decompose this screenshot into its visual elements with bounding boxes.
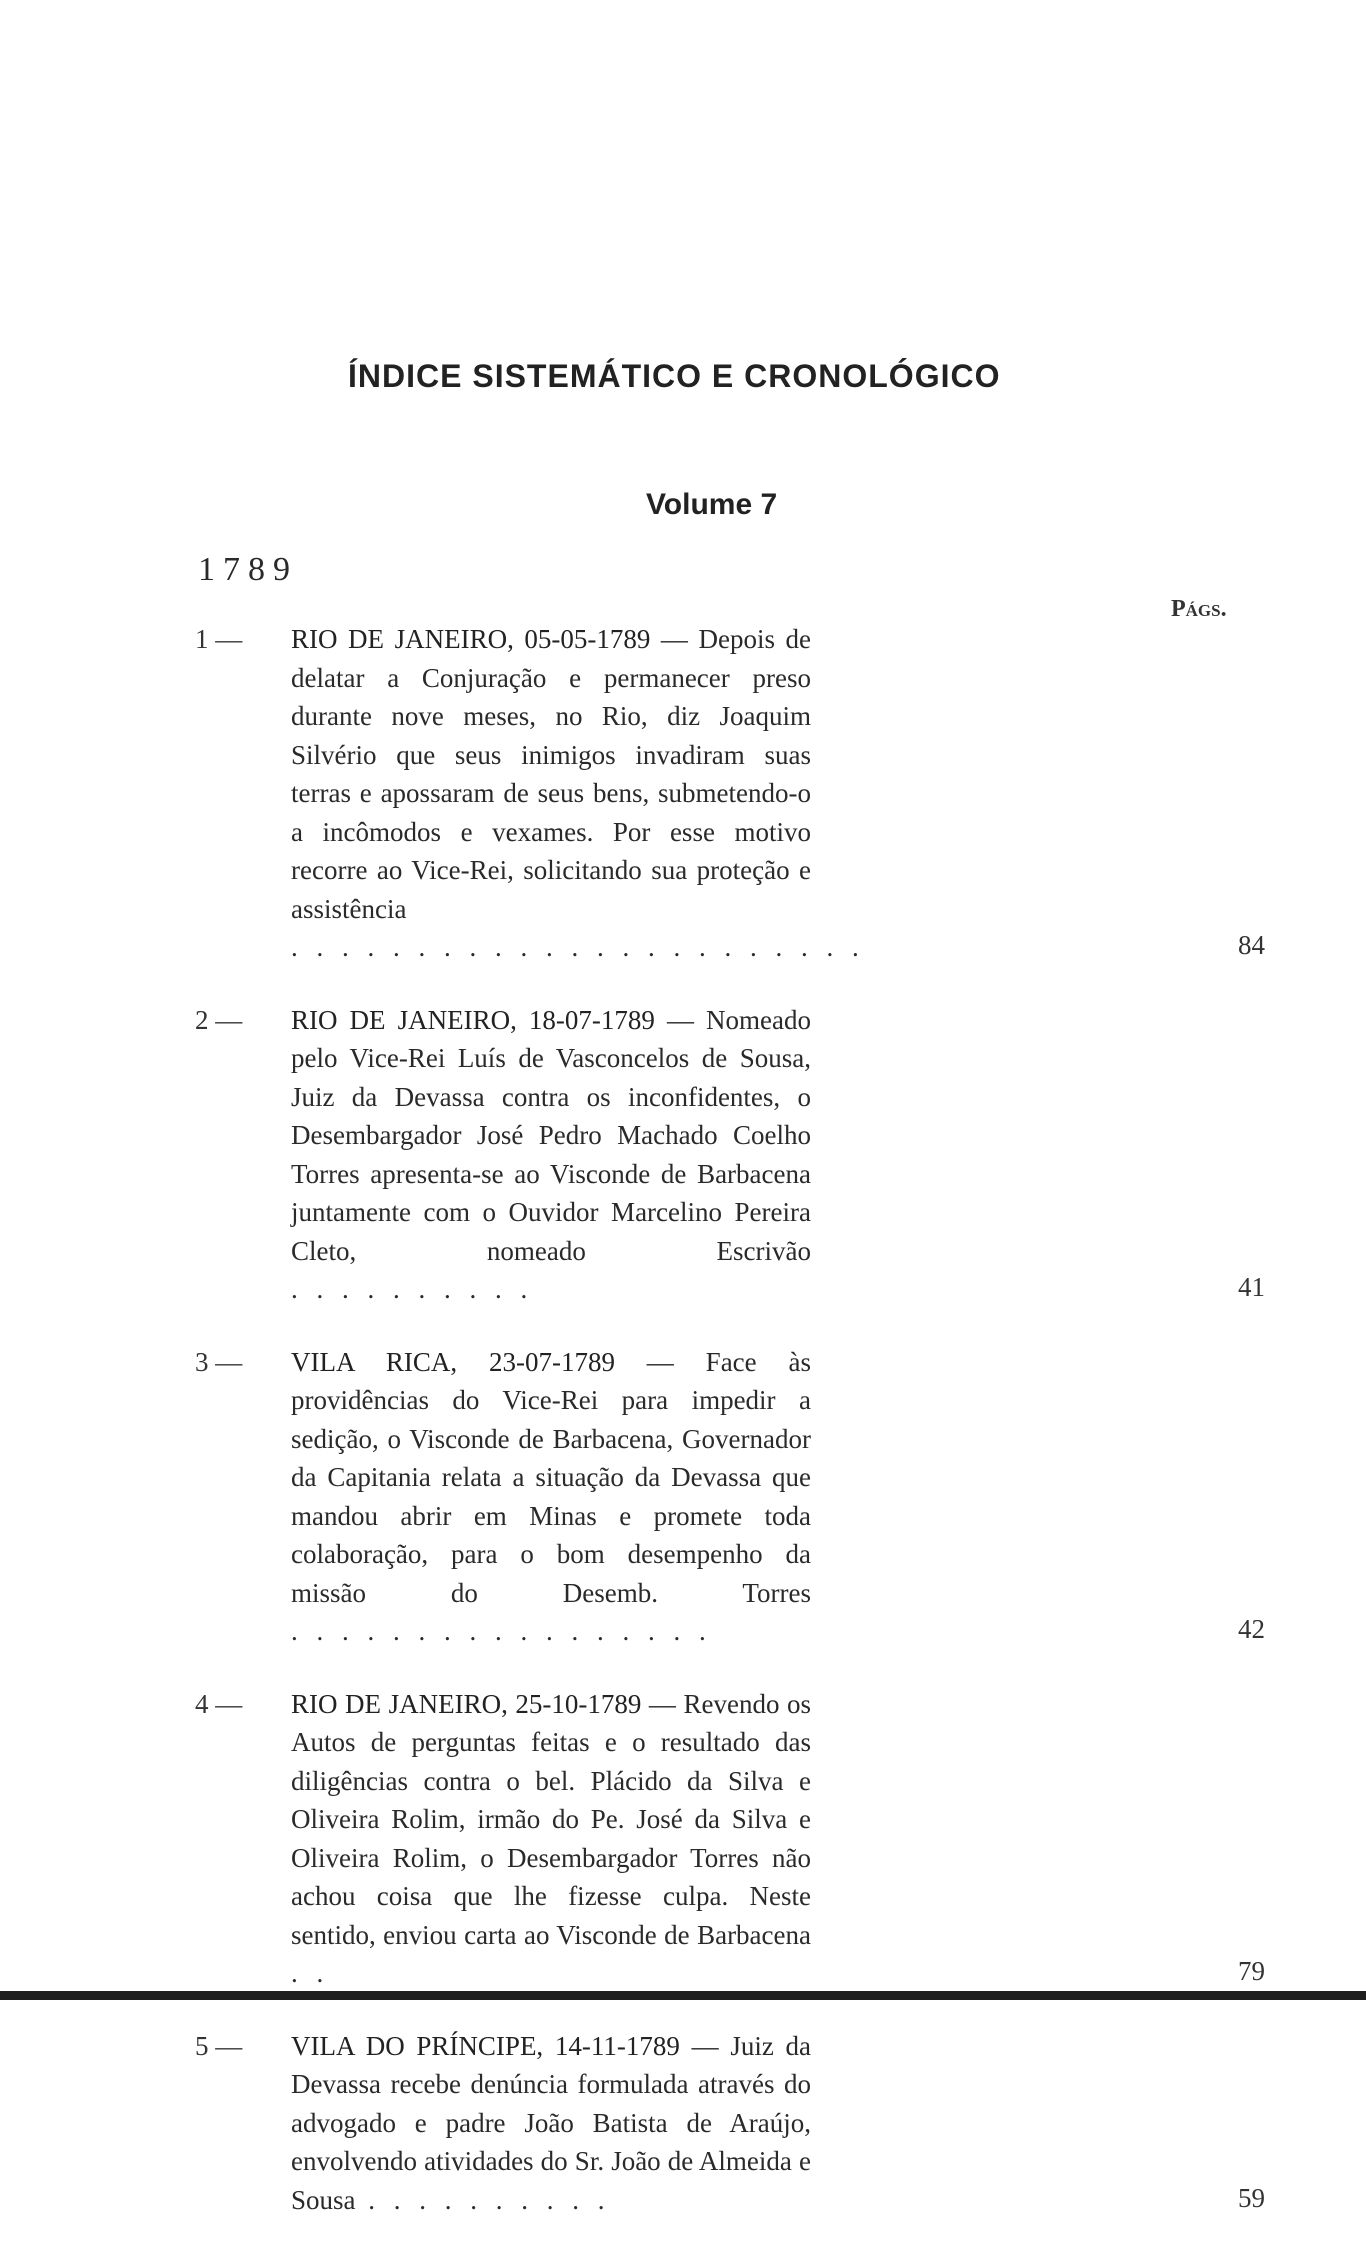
index-entry xyxy=(195,1343,1265,1651)
entry-body: Face às providências do Vice-Rei para impedir a sedição, o Visconde de Barbacena, Governador da Capitania relata a situação da Devassa que mandou abrir em Minas e promete toda colaboração, para o bom desempenho da missão do Desemb. Torres xyxy=(291,1346,811,1608)
entry-heading: RIO DE JANEIRO, 25-10-1789 — xyxy=(291,1688,676,1719)
entry-heading: RIO DE JANEIRO, 05-05-1789 — xyxy=(291,624,688,654)
index-entry xyxy=(195,1001,1265,1309)
entry-text xyxy=(291,2027,811,2220)
page-title: ÍNDICE SISTEMÁTICO E CRONOLÓGICO xyxy=(348,358,1001,394)
entry-text xyxy=(291,1685,811,1993)
entry-number: 4 — xyxy=(195,1688,243,1719)
entry-body: Juiz da Devassa recebe denúncia formulada através do advogado e padre João Batista de Araújo, envolvendo atividades do Sr. João de Almeida e Sousa xyxy=(291,2030,811,2215)
entry-heading: RIO DE JANEIRO, 18-07-1789 — xyxy=(291,1004,694,1035)
dot-leader: . . . . . . . . . . . . . . . . . xyxy=(291,1616,712,1646)
entry-body: Revendo os Autos de perguntas feitas e o resultado das diligências contra o bel. Plácido da Silva e Oliveira Rolim, irmão do Pe. José da Silva e Oliveira Rolim, o Desembargador Torres não achou coisa que lhe fizesse culpa. Neste sentido, enviou carta ao Visconde de Barbacena xyxy=(291,1688,812,1950)
entry-page-number: 42 xyxy=(1238,1614,1265,1644)
index-entry xyxy=(195,620,1265,967)
entry-body: Depois de delatar a Conjuração e permanecer preso durante nove meses, no Rio, diz Joaquim Silvério que seus inimigos invadiram suas terras e apossaram de seus bens, submetendo-o a incômodos e vexames. Por esse motivo recorre ao Vice-Rei, solicitando sua proteção e assistência xyxy=(291,624,812,924)
index-entry xyxy=(195,1685,1265,1993)
entry-text xyxy=(291,1343,811,1651)
entry-number: 5 — xyxy=(195,2030,243,2061)
entry-body: Nomeado pelo Vice-Rei Luís de Vasconcelos de Sousa, Juiz da Devassa contra os inconfidentes, o Desembargador José Pedro Machado Coelho Torres apresenta-se ao Visconde de Barbacena juntamente com o Ouvidor Marcelino Pereira Cleto, nomeado Escrivão xyxy=(291,1004,811,1266)
entry-number: 2 — xyxy=(195,1004,243,1035)
entry-text xyxy=(291,620,865,967)
dot-leader: . . xyxy=(291,1958,330,1988)
entry-number: 3 — xyxy=(195,1346,243,1377)
entry-heading: VILA RICA, 23-07-1789 — xyxy=(291,1346,674,1377)
dot-leader: . . . . . . . . . . . . . . . . . . . . . . . xyxy=(291,932,865,962)
entry-text xyxy=(291,1001,811,1309)
entry-heading: VILA DO PRÍNCIPE, 14-11-1789 — xyxy=(291,2030,719,2061)
entry-page-number: 79 xyxy=(1238,1956,1265,1986)
entry-page-number: 84 xyxy=(1238,930,1265,960)
index-entries xyxy=(195,620,1265,2253)
volume-heading: Volume 7 xyxy=(646,488,778,521)
pages-column-label: Págs. xyxy=(1171,596,1227,622)
entry-page-number: 41 xyxy=(1238,1272,1265,1302)
dot-leader: . . . . . . . . . . xyxy=(355,2184,611,2215)
entry-page-number: 59 xyxy=(1238,2182,1265,2213)
bottom-border-rule xyxy=(0,1991,1366,2000)
entry-number: 1 — xyxy=(195,624,243,654)
year-heading: 1789 xyxy=(198,551,298,588)
index-entry xyxy=(195,2027,1265,2220)
dot-leader: . . . . . . . . . . xyxy=(291,1274,534,1304)
